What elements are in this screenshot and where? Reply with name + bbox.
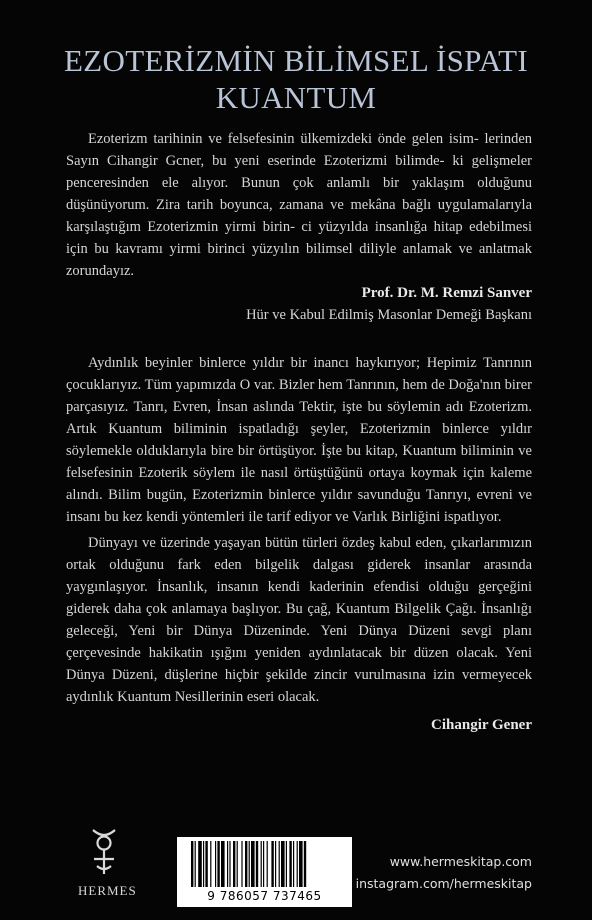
barcode-bar — [215, 841, 216, 887]
barcode-bar — [221, 841, 225, 887]
endorsement-text: Ezoterizm tarihinin ve felsefesinin ülkemizdeki önde gelen isim- lerinden Sayın Cihangir Gcner, bu yeni eserinde Ezoterizmi bilimde- ki gelişmeler penceresinden ele alıyor. Bunun çok anlamlı bir yaklaşım olduğunu düşünüyorum. Zira tarih boyunca, zamana ve mekâna bağlı uygulamalarıyla karşılaştığım Ezoterizmin yirmi birin- ci yüzyılda insanlığa hitap edebilmesi için bu kavramı yirmi birinci yüzyılın bilimsel diliyle anlamak ve anlatmak zorundayız. — [66, 131, 533, 279]
barcode-bar — [237, 841, 238, 887]
barcode-bar — [297, 841, 298, 887]
barcode-bar — [271, 841, 273, 887]
barcode-bar — [289, 841, 291, 887]
barcode-bar — [227, 841, 228, 887]
barcode-bar — [203, 841, 204, 887]
barcode-bar — [256, 841, 258, 887]
barcode-bar — [279, 841, 280, 887]
barcode-bar — [217, 841, 219, 887]
barcode-bar — [267, 841, 268, 887]
barcode-bar — [198, 841, 202, 887]
barcode-bar — [205, 841, 207, 887]
barcode-bar — [261, 841, 262, 887]
website-link[interactable]: www.hermeskitap.com — [389, 854, 532, 869]
barcode-bar — [251, 841, 255, 887]
title-line-1: EZOTERİZMİN BİLİMSEL İSPATI — [64, 43, 528, 78]
barcode-bar — [210, 841, 211, 887]
endorsement-author: Prof. Dr. M. Remzi Sanver — [361, 285, 532, 301]
author-paragraph-1: Aydınlık beyinler binlerce yıldır bir inancı haykırıyor; Hepimiz Tanrının çocuklarıyız. Tüm yapımızda O var. Bizler hem Tanrının, hem de Doğa'nın birer parçasıyız. Tanrı, Evren, İnsan aslında Tektir, işte bu söylemin adı Ezoterizm. Artık Kuantum biliminin ispatladığı şeyler, Ezoterizmin binlerce yıldır söylemekle olduklarıyla bire bir örtüşüyor. İşte bu kitap, Kuantum biliminin ve felsefesinin Ezoterik söylem ile nasıl örtüştüğünü ortaya koymak için kaleme alındı. Bilim bugün, Ezoterizmin binlerce yıldır savunduğu Tanrıyı, evreni ve insanı bu kez kendi yöntemleri ile tarif ediyor ve Varlık Birliğini ispatlıyor. — [66, 355, 533, 525]
title-line-2: KUANTUM — [215, 80, 377, 115]
barcode-bars — [177, 837, 352, 889]
barcode-bar — [191, 841, 193, 887]
barcode-bar — [233, 841, 235, 887]
author-paragraph-2: Dünyayı ve üzerinde yaşayan bütün türleri özdeş kabul eden, çıkarlarımızın ortak olduğunu fark eden bilgelik dalgası giderek insanlar arasında yaygınlaşıyor. İnsanlık, insanın kendi kaderinin efendisi olduğu gerçeğini giderek daha çok anlamaya başlıyor. Bu çağ, Kuantum Bilgelik Çağı. İnsanlığı geleceği, Yeni bir Dünya Düzeninde. Yeni Dünya Düzeni sevgi planı çerçevesinde hakikatin ışığını yeniden aydınlatacak bir düzen olacak. Yeni Dünya Düzeni, düşlerine hiçbir şekilde zincir vurulmasına izin vermeyecek aydınlık Kuantum Nesillerinin eseri olacak. — [66, 535, 533, 705]
author-blurb — [66, 352, 532, 736]
barcode-bar — [195, 841, 196, 887]
hermes-symbol-icon — [87, 826, 121, 876]
barcode-bar — [281, 841, 285, 887]
barcode-bar — [299, 841, 303, 887]
isbn-number: 9 786057 737465 — [207, 889, 322, 903]
barcode-bar — [275, 841, 276, 887]
barcode-bar — [304, 841, 306, 887]
barcode-bar — [229, 841, 230, 887]
endorsement-author-title: Hür ve Kabul Edilmiş Masonlar Demeği Başkanı — [246, 307, 532, 323]
barcode-bar — [249, 841, 250, 887]
barcode-bar — [293, 841, 294, 887]
author-signature: Cihangir Gener — [431, 717, 532, 733]
barcode-bar — [245, 841, 247, 887]
endorsement-blurb — [66, 128, 532, 326]
instagram-link[interactable]: instagram.com/hermeskitap — [355, 876, 532, 891]
publisher-logo — [78, 826, 137, 899]
publisher-name: HERMES — [78, 883, 137, 898]
book-title — [0, 42, 592, 116]
publisher-links — [356, 851, 532, 895]
barcode-bar — [286, 841, 287, 887]
barcode-bar — [241, 841, 242, 887]
barcode-bar — [263, 841, 264, 887]
